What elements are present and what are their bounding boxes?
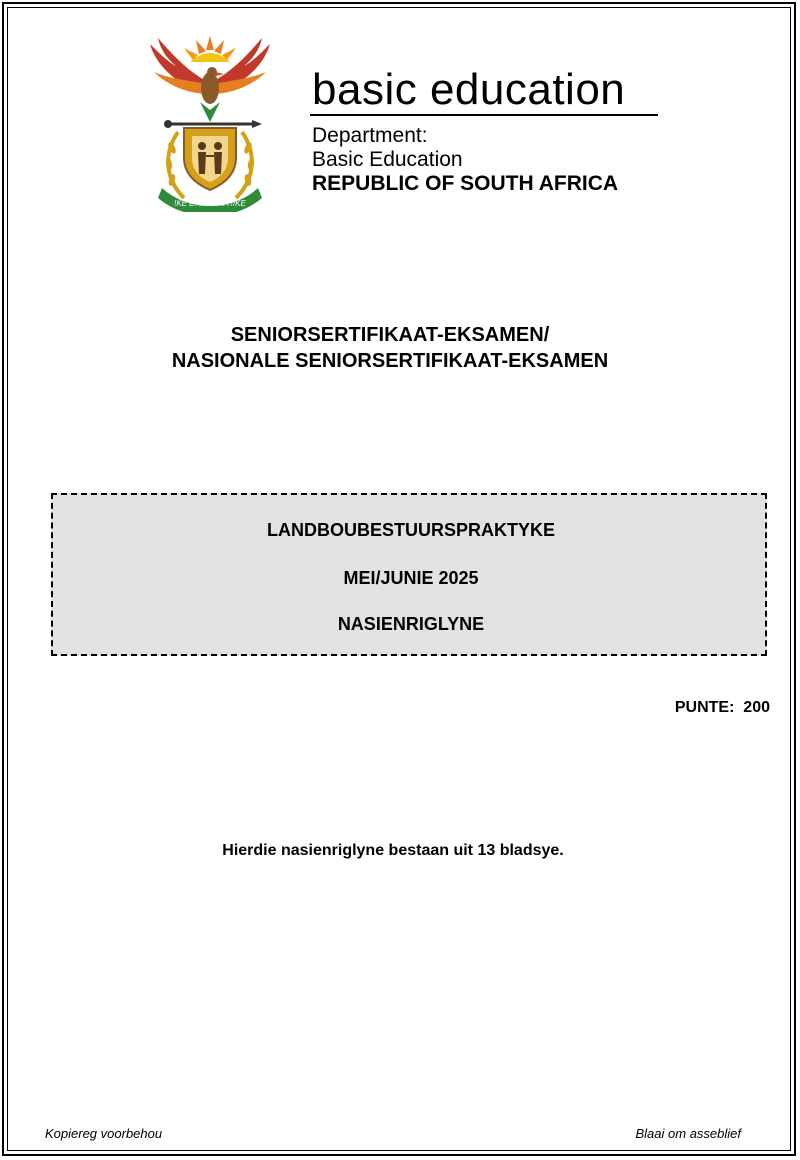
page-count-note: Hierdie nasienriglyne bestaan uit 13 bladsye. [222, 842, 564, 859]
exam-title-line-2: NASIONALE SENIORSERTIFIKAAT-EKSAMEN [171, 350, 609, 372]
document-type: NASIENRIGLYNE [337, 614, 485, 634]
copyright-footer: Kopiereg voorbehou [45, 1126, 163, 1141]
exam-session: MEI/JUNIE 2025 [343, 568, 479, 588]
basic-education-label: Basic Education [312, 148, 463, 171]
coat-of-arms-logo [138, 32, 283, 212]
shield-icon [184, 128, 236, 190]
country-label: REPUBLIC OF SOUTH AFRICA [312, 172, 619, 195]
secretary-bird-icon [200, 67, 224, 122]
exam-title-line-1: SENIORSERTIFIKAAT-EKSAMEN/ [230, 324, 550, 346]
brand-title: basic education [312, 65, 626, 114]
total-marks: PUNTE: 200 [674, 699, 770, 716]
department-label: Department: [312, 124, 428, 147]
subject-box [51, 493, 767, 656]
sun-icon [184, 36, 236, 62]
please-turn-over-footer: Blaai om asseblief [635, 1126, 741, 1141]
subject-name: LANDBOUBESTUURSPRAKTYKE [266, 520, 555, 540]
brand-underline [310, 114, 658, 116]
crest-motto: !KE E: /XARRA //KE [174, 199, 246, 208]
